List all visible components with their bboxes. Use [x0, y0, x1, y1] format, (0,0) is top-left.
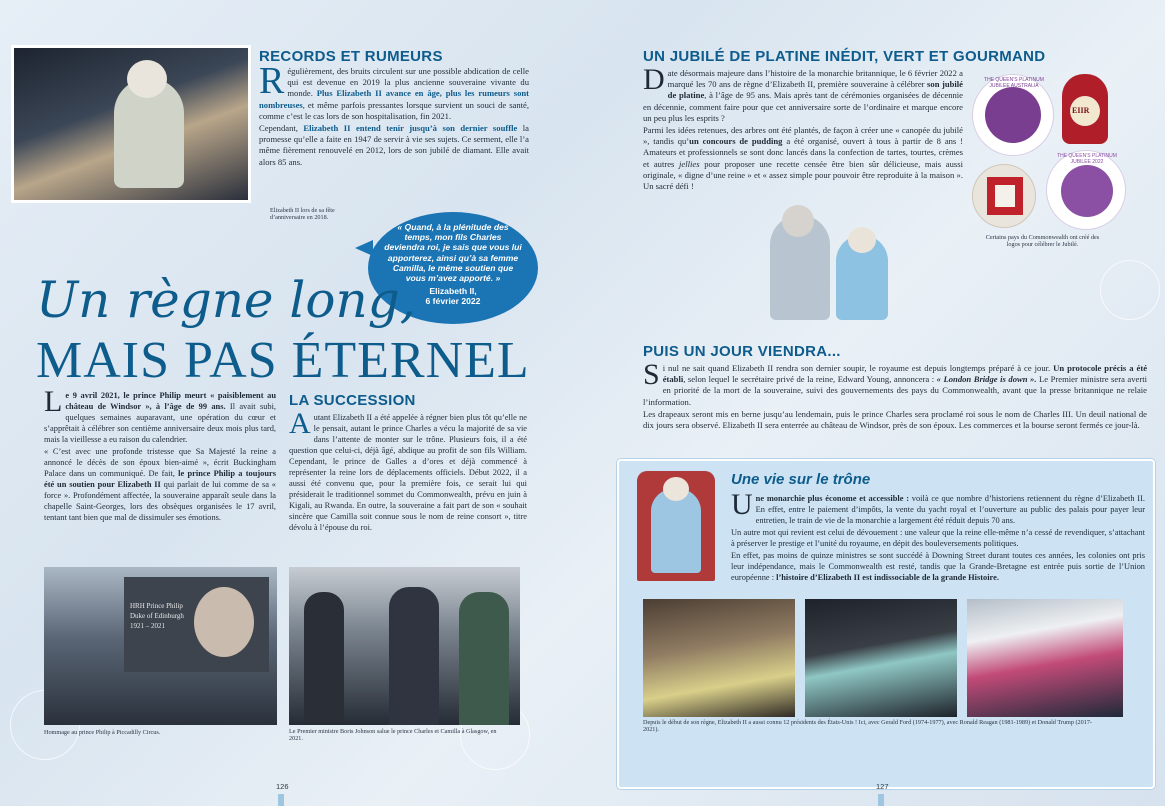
queen-birthday-photo: [11, 45, 251, 203]
une-vie-sur-le-trone-box: [617, 459, 1155, 789]
section-heading-succession: LA SUCCESSION: [289, 392, 416, 409]
page-title-line2: MAIS PAS ÉTERNEL: [36, 332, 530, 389]
trump-photo: [967, 599, 1123, 717]
crown-cypher-logo: [1062, 74, 1108, 144]
dropcap: U: [731, 488, 753, 521]
glasgow-photo: [289, 567, 520, 725]
records-text: Régulièrement, des bruits circulent sur une possible abdication de celle qui est devenue en 2019 la plus ancienne souveraine vivante du monde. Plus Elizabeth II avance en âge, plus les rumeurs sont nombreuses, et même parfois pressantes lorsque survient un souci de santé, comme c’est le cas lors de son hospitalisation, fin 2021. Cependant, Elizabeth II entend tenir jusqu’à son dernier souffle la promesse qu’elle a faite en 1947 de servir à vie ses sujets. Ce serment, elle l’a même fièrement renouvelé en 2012, lors de son jubilé de diamant. Elle avait alors 85 ans.: [259, 60, 530, 167]
section-heading-records: RECORDS ET RUMEURS: [259, 48, 443, 65]
piccadilly-photo: [44, 567, 277, 725]
page-marker: [278, 794, 284, 806]
page-marker: [878, 794, 884, 806]
queen-on-throne-illustration: [633, 467, 719, 593]
intro-text: Le 9 avril 2021, le prince Philip meurt « paisiblement au château de Windsor », à l’âge de 99 ans. Il avait subi, quelques semaines auparavant, une opération du cœur et s’apprêtait à célébrer son centième anniversaire deux mois plus tard, mais la vieillesse a eu raison du calendrier. « C’est avec une profonde tristesse que Sa Majesté la reine a annoncé le décès de son époux bien-aimé », écrit Buckingham Palace dans un communiqué. De fait, le prince Philip a toujours été un soutien pour Elizabeth II qui parlait de lui comme de sa « force ». Profondément affectée, la souveraine apparaît seule dans la chapelle Saint-Georges, lors des obsèques organisées le 17 avril, tentant tant bien que mal de dissimuler ses émotions.: [44, 385, 277, 522]
page-number-right: 127: [876, 782, 889, 791]
box-text: Une monarchie plus économe et accessible : voilà ce que nombre d’historiens retiennent du règne d’Elizabeth II. En effet, entre le paiement d’impôts, la vente du yacht royal et l’ouverture au public des palais pour payer leur entretien, le train de vie de la monarchie a largement été réduit depuis 70 ans. Un autre mot qui revient est celui de dévouement : une valeur que la reine elle-même n’a cessé de revendiquer, s’attachant à préserver le prestige et l’unité du royaume, en dépit des bouleversements politiques. En effet, pas moins de quinze ministres se sont succédé à Downing Street durant toutes ces années, les colonies ont pris leur indépendance, mais le Commonwealth est resté, tandis que la Grande-Bretagne est entrée puis sortie de l’Union européenne : l’histoire d’Elizabeth II est indissociable de la grande Histoire.: [731, 488, 1145, 582]
flower-decoration: [1100, 260, 1160, 320]
box-heading: Une vie sur le trône: [731, 471, 871, 488]
quote-text: « Quand, à la plénitude des temps, mon fils Charles deviendra roi, je sais que vous lui apporterez, ainsi qu’à sa femme Camilla, le même soutien que vous m’avez apporté. »: [384, 222, 522, 284]
page-number-left: 126: [276, 782, 289, 791]
logos-caption: Certains pays du Commonwealth ont créé des logos pour célébrer le Jubilé.: [985, 234, 1100, 249]
logo-text: THE QUEEN’S PLATINUM JUBILEE 2022: [1057, 153, 1117, 165]
dropcap: R: [259, 60, 285, 102]
succession-text: Autant Elizabeth II a été appelée à régner bien plus tôt qu’elle ne le pensait, autant le prince Charles a vécu la majorité de sa vie dans l’attente de monter sur le trône. Plusieurs fois, il a été question que celui-ci, déjà âgé, abdique au profit de son fils William. Cependant, le prince de Galles a d’ores et déjà commencé à représenter la reine lors de déplacements officiels. Début 2022, il a aussi été convenu que, pour la première fois, ce serait lui qui présiderait le traditionnel sommet du Commonwealth, prévu en juin à Kigali, au Rwanda. En outre, la souveraine a fait part de son « souhait sincère que Camilla soit connue sous le nom de reine consort », titre dévolu à l’épouse du roi.: [289, 407, 527, 532]
photo-caption-piccadilly: Hommage au prince Philip à Piccadilly Circus.: [44, 729, 161, 736]
box-photo-caption: Depuis le début de son règne, Elizabeth II a aussi connu 12 présidents des États-Unis ! Ici, avec Gerald Ford (1974-1977), avec Ronald Reagan (1981-1989) et Donald Trump (2017-2021).: [643, 719, 1092, 734]
dropcap: L: [44, 385, 63, 418]
australia-jubilee-logo: [972, 74, 1054, 156]
quote-author: Elizabeth II, 6 février 2022: [425, 286, 481, 307]
reagan-photo: [805, 599, 957, 717]
section-heading-jour: PUIS UN JOUR VIENDRA...: [643, 343, 841, 360]
jour-text: Si nul ne sait quand Elizabeth II rendra son dernier soupir, le royaume est depuis longtemps préparé à ce jour. Un protocole précis a été établi, selon lequel le secrétaire privé de la reine, Edward Young, annoncera : « London Bridge is down ». Le Premier ministre sera averti en priorité de la mort de la souveraine, suivi des gouvernements des pays du Commonwealth, avant que la presse britannique ne relaie l’information. Les drapeaux seront mis en berne jusqu’au lendemain, puis le prince Charles sera proclamé roi sous le nom de Charles III. Un deuil national de dix jours sera observé. Elizabeth II sera enterrée au château de Windsor, près de son époux. Les commerces et la bourse seront fermés ce jour-là.: [643, 358, 1148, 431]
dropcap: S: [643, 358, 660, 391]
platinum-jubilee-2022-logo: [1046, 150, 1126, 230]
billboard-text: HRH Prince Philip Duke of Edinburgh 1921 – 2021: [130, 602, 184, 630]
regional-jubilee-logo: [972, 164, 1036, 228]
photo-caption-glasgow: Le Premier ministre Boris Johnson salue le prince Charles et Camilla à Glasgow, en 2021.: [289, 728, 497, 743]
cypher-text: EIIR: [1072, 106, 1090, 115]
logo-text: THE QUEEN’S PLATINUM JUBILEE AUSTRALIA: [984, 77, 1044, 89]
ford-photo: [643, 599, 795, 717]
jubile-text: Date désormais majeure dans l’histoire de la monarchie britannique, le 6 février 2022 a marqué les 70 ans de règne d’Elizabeth II, première souveraine à célébrer son jubilé de platine, à l’âge de 95 ans. Mais après tant de cérémonies organisées de décennie en décennie, comment faire pour que cet anniversaire sorte de l’ordinaire et marque encore un peu plus les esprits ? Parmi les idées retenues, des arbres ont été plantés, de façon à créer une « canopée du jubilé », tandis qu’un concours de pudding a été organisé, ouvert à tous à partir de 8 ans ! Amateurs et professionnels se sont donc lancés dans la confection de tartes, tourtes, crèmes et autres jellies pour proposer une recette censée être bien sûr délicieuse, mais aussi originale, « digne d’une reine » et « assez simple pour pouvoir être reproduite à la maison ». Un sacré défi !: [643, 63, 964, 192]
section-heading-jubile: UN JUBILÉ DE PLATINE INÉDIT, VERT ET GOURMAND: [643, 48, 1046, 65]
dropcap: D: [643, 63, 665, 96]
photo-caption-birthday: Elizabeth II lors de sa fête d’anniversaire en 2018.: [270, 207, 335, 222]
queen-and-charles-illustration: [740, 205, 920, 325]
dropcap: A: [289, 407, 311, 440]
page-title-line1: Un règne long,: [36, 271, 416, 329]
